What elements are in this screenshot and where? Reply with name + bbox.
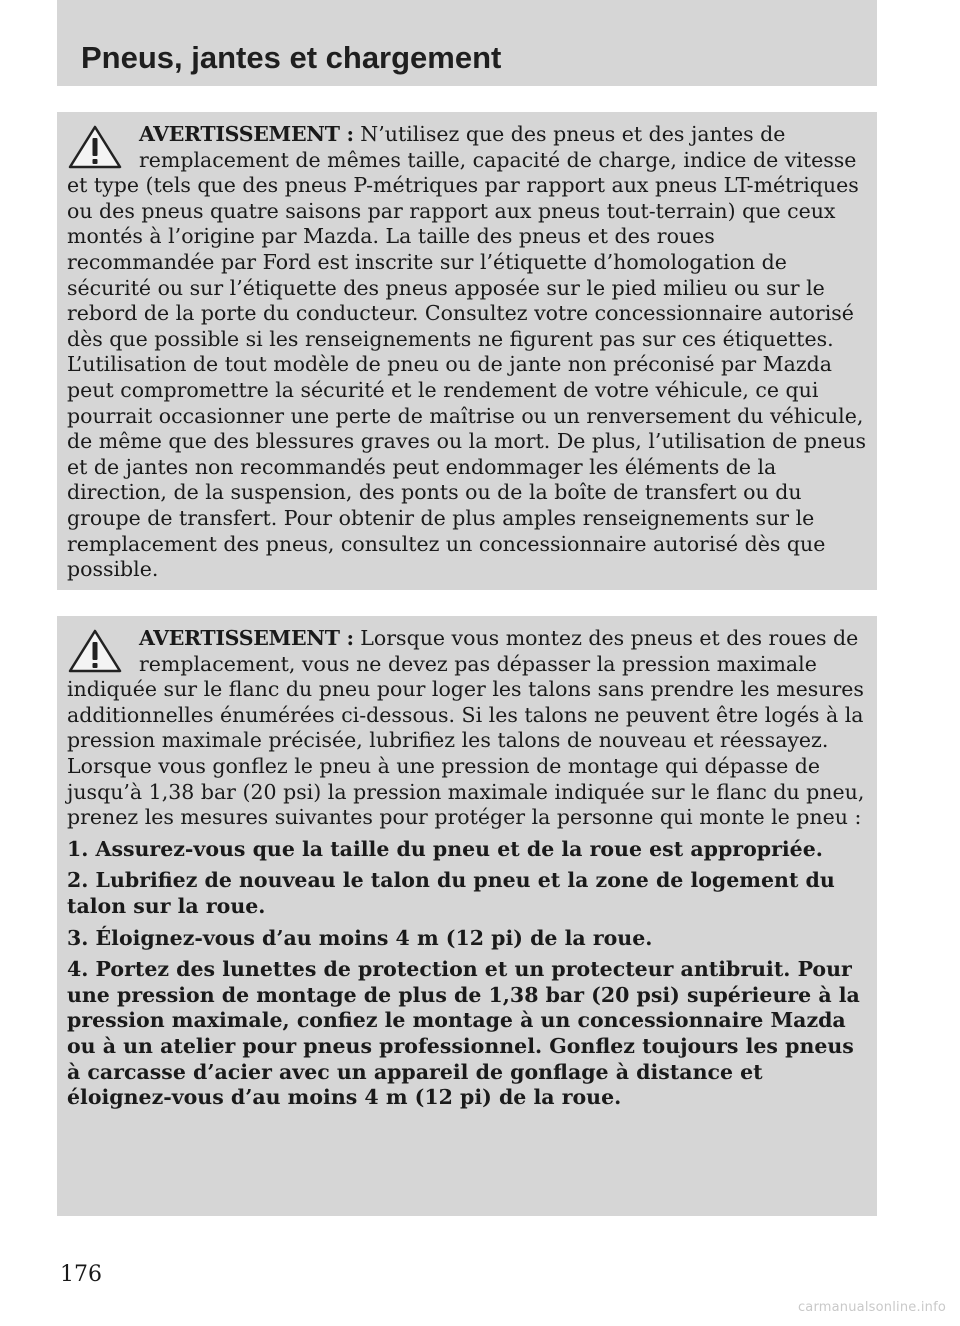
- step-3: 3. Éloignez-vous d’au moins 4 m (12 pi) de la roue.: [67, 925, 653, 950]
- step-1: 1. Assurez-vous que la taille du pneu et de la roue est appropriée.: [67, 836, 823, 861]
- warning-2-body: Lorsque vous montez des pneus et des roues de remplacement, vous ne devez pas dépasser la pression maximale indiquée sur le flanc du pneu pour loger les talons sans prendre les mesures additionnelles énumérées ci-dessous. Si les talons ne peuvent être logés à la pression maximale précisée, lubrifiez les talons de nouveau et réessayez.: [67, 626, 864, 753]
- warning-1-label: AVERTISSEMENT :: [139, 122, 354, 146]
- warning-2-text: [67, 626, 867, 754]
- warning-1-body: N’utilisez que des pneus et des jantes de remplacement de mêmes taille, capacité de charge, indice de vitesse et type (tels que des pneus P-métriques par rapport aux pneus LT-métriques ou des pneus quatre saisons par rapport aux pneus tout-terrain) que ceux montés à l’origine par Mazda. La taille des pneus et des roues recommandée par Ford est inscrite sur l’étiquette d’homologation de sécurité ou sur l’étiquette des pneus apposée sur le pied milieu ou sur le rebord de la porte du conducteur. Consultez votre concessionnaire autorisé dès que possible si les renseignements ne figurent pas sur ces étiquettes. L’utilisation de tout modèle de pneu ou de jante non préconisé par Mazda peut compromettre la sécurité et le rendement de votre véhicule, ce qui pourrait occasionner une perte de maîtrise ou un renversement du véhicule, de même que des blessures graves ou la mort. De plus, l’utilisation de pneus et de jantes non recommandés peut endommager les éléments de la direction, de la suspension, des ponts ou de la boîte de transfert ou du groupe de transfert. Pour obtenir de plus amples renseignements sur le remplacement des pneus, consultez un concessionnaire autorisé dès que possible.: [67, 122, 867, 582]
- warning-triangle-icon: [67, 124, 123, 170]
- steps-list: [67, 837, 867, 1111]
- page-title: Pneus, jantes et chargement: [81, 40, 502, 75]
- watermark: carmanualsonline.info: [797, 1300, 946, 1315]
- warning-1-text: [67, 122, 867, 583]
- warning-2-text-2: Lorsque vous gonflez le pneu à une pression de montage qui dépasse de jusqu’à 1,38 bar (20 psi) la pression maximale indiquée sur le flanc du pneu, prenez les mesures suivantes pour protéger la personne qui monte le pneu :: [67, 753, 865, 830]
- page-header: [57, 0, 877, 86]
- page-number: 176: [60, 1262, 102, 1287]
- step-2: 2. Lubrifiez de nouveau le talon du pneu et la zone de logement du talon sur la roue.: [67, 868, 835, 918]
- step-4: 4. Portez des lunettes de protection et un protecteur antibruit. Pour une pression de montage de plus de 1,38 bar (20 psi) supérieure à la pression maximale, confiez le montage à un concessionnaire Mazda ou à un atelier pour pneus professionnel. Gonflez toujours les pneus à carcasse d’acier avec un appareil de gonflage à distance et éloignez-vous d’au moins 4 m (12 pi) de la roue.: [67, 957, 860, 1110]
- warning-2-label: AVERTISSEMENT :: [139, 626, 354, 650]
- warning-triangle-icon: [67, 628, 123, 674]
- warning-box-1: [57, 112, 877, 590]
- warning-box-2: [57, 616, 877, 1216]
